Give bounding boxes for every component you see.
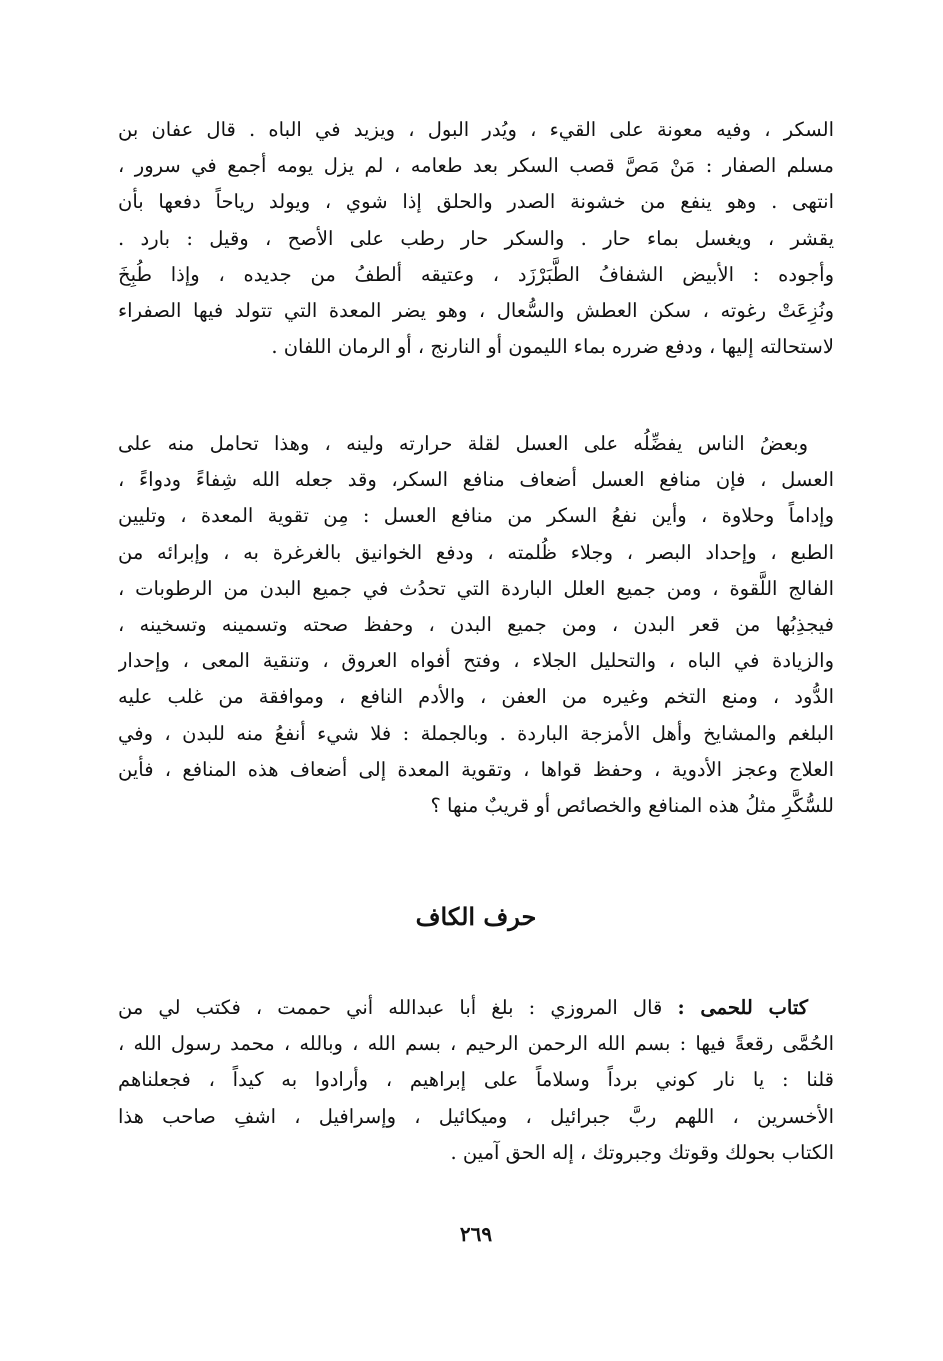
- text-line: الفالج اللَّقوة ، ومن جميع العلل الباردة التي تحدُث في جميع البدن من الرطوبات ،: [118, 576, 834, 600]
- text-line: قلنا : يا نار كوني برداً وسلاماً على إبراهيم ، وأرادوا به كيداً ، فجعلناهم: [118, 1068, 834, 1092]
- text-line: الحُمَّى رقعةً فيها : بسم الله الرحمن الرحيم ، بسم الله ، وبالله ، محمد رسول الله ،: [118, 1032, 834, 1056]
- text-line: انتهى . وهو ينفع من خشونة الصدر والحلق إذا شوي ، ويولد رياحاً دفعها بأن: [118, 190, 834, 214]
- page-number: ٢٦٩: [459, 1222, 493, 1246]
- text-line: مسلم الصفار : مَنْ مَصَّ قصب السكر بعد طعامه ، لم يزل يومه أجمع في سرور ،: [118, 154, 834, 178]
- text-line: ونُزِعَتْ رغوته ، سكن العطش والسُّعال ، وهو يضر المعدة التي تتولد فيها الصفراء: [118, 299, 834, 323]
- paragraph-sugar-properties: [118, 112, 834, 365]
- text-line: الكتاب بحولك وقوتك وجبروتك ، إله الحق آمين .: [450, 1140, 834, 1164]
- text-line: الدُّود ، ومنع التخم وغيره من العفن ، والأدم النافع ، وموافقة من غلب عليه: [118, 685, 834, 709]
- entry-text: قال المروزي : بلغ أبا عبدالله أني حممت ، فكتب لي من: [118, 996, 663, 1019]
- text-line: العسل ، فإن منافع العسل أضعاف منافع السكر، وقد جعله الله شِفاءً ودواءً ،: [118, 468, 834, 492]
- text-line: البلغم والمشايخ وأهل الأمزجة الباردة . وبالجملة : فلا شيء أنفعُ منه للبدن ، وفي: [118, 721, 834, 745]
- text-line: لاستحالته إليها ، ودفع ضرره بماء الليمون أو النارنج ، أو الرمان اللفان .: [271, 335, 834, 359]
- text-line: فيجذِبُها من قعر البدن ، ومن جميع البدن ، وحفظ صحته وتسمينه وتسخينه ،: [118, 613, 834, 637]
- text-line: السكر ، وفيه معونة على القيء ، ويُدر البول ، ويزيد في الباه . قال عفان بن: [118, 118, 834, 141]
- text-line: والزيادة في الباه ، والتحليل الجلاء ، وفتح أفواه العروق ، وتنقية المعى ، وإحدار: [118, 649, 834, 673]
- text-line: للسُّكَّرِ مثلُ هذه المنافع والخصائص أو قريبٌ منها ؟: [430, 794, 834, 818]
- text-line: وبعضُ الناس يفضِّلُه على العسل لقلة حرارته ولينه ، وهذا تحامل منه على: [118, 432, 808, 455]
- text-line: يقشر ، ويغسل بماء حار . والسكر حار رطب على الأصح ، وقيل : بارد .: [118, 226, 834, 250]
- text-line: الطبع ، وإحداد البصر ، وجلاء ظُلمته ، ودفع الخوانيق بالغرغرة به ، وإبرائه من: [118, 540, 834, 564]
- text-line: وأجوده : الأبيض الشفافُ الطَّبَرْزَد ، وعتيقه ألطفُ من جديده ، وإذا طُبِخَ: [118, 262, 834, 286]
- chapter-heading: حرف الكاف: [415, 902, 537, 931]
- entry-lead: كتاب للحمى :: [677, 996, 808, 1019]
- text-line: الأخسرين ، اللهم ربَّ جبرائيل ، وميكائيل ، وإسرافيل ، اشفِ صاحب هذا: [118, 1104, 834, 1128]
- paragraph-honey-vs-sugar: [118, 426, 834, 824]
- text-line: [118, 990, 834, 1026]
- text-line: العلاج وعجز الأدوية ، وحفظ قواها ، وتقوية المعدة إلى أضعاف هذه المنافع ، فأين: [118, 757, 834, 781]
- text-line: وإداماً وحلاوة ، وأين نفعُ السكر من منافع العسل : مِن تقوية المعدة ، وتليين: [118, 504, 834, 528]
- paragraph-fever-amulet: [118, 990, 834, 1171]
